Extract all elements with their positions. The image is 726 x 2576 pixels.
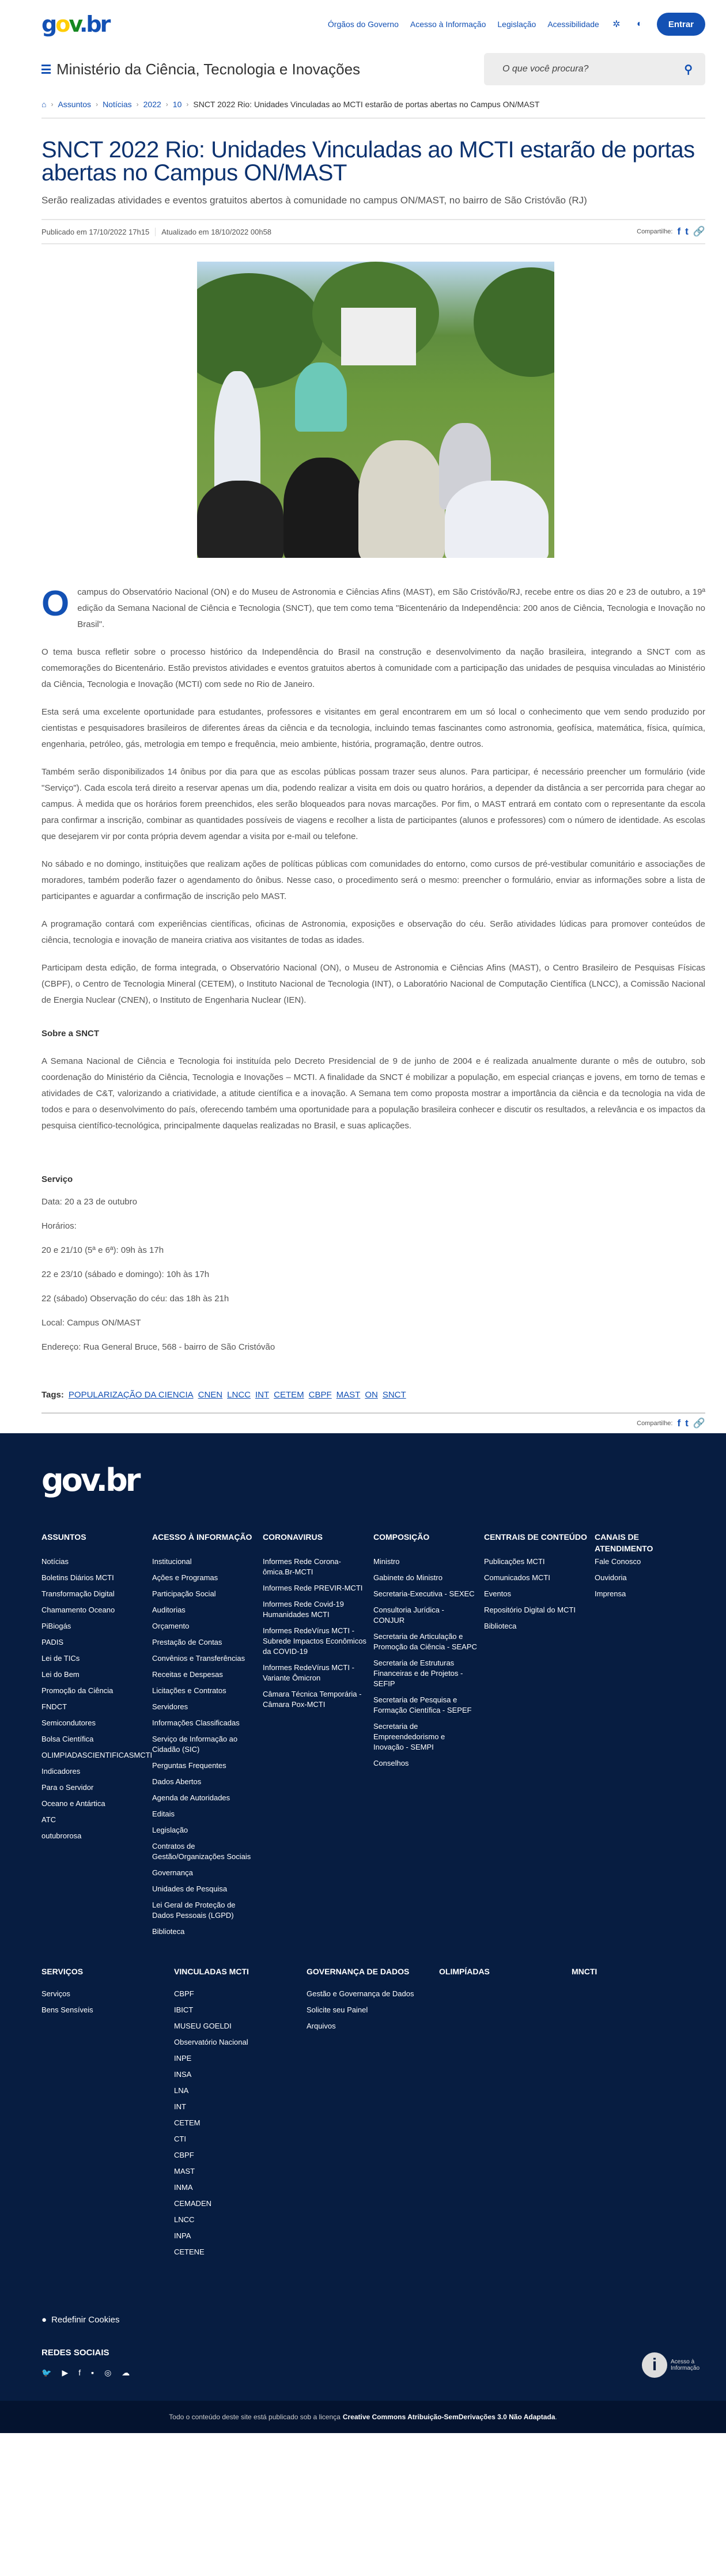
cookie-icon[interactable]: ✲: [612, 20, 621, 29]
twitter-icon[interactable]: t: [685, 1418, 689, 1429]
breadcrumb-10[interactable]: 10: [172, 100, 182, 109]
footer-link[interactable]: Chamamento Oceano: [41, 1606, 115, 1614]
twitter-icon[interactable]: t: [685, 226, 689, 237]
tags: [41, 1383, 705, 1407]
footer-link[interactable]: Câmara Técnica Temporária - Câmara Pox-MCTI: [263, 1690, 362, 1709]
footer-link[interactable]: Convênios e Transferências: [152, 1654, 245, 1663]
footer-link[interactable]: CBPF: [174, 1989, 194, 1998]
footer-link[interactable]: Orçamento: [152, 1622, 190, 1630]
footer-link[interactable]: Licitações e Contratos: [152, 1686, 226, 1695]
service-section: [41, 1174, 705, 1354]
breadcrumb: [41, 91, 705, 119]
govbr-logo[interactable]: gov.br: [41, 12, 109, 37]
footer-column-title[interactable]: CANAIS DE ATENDIMENTO: [595, 1532, 653, 1553]
footer-link[interactable]: CETENE: [174, 2248, 205, 2256]
search-box: [484, 53, 705, 85]
footer-link[interactable]: INPA: [174, 2231, 191, 2240]
share-label: Compartilhe:: [637, 1420, 673, 1427]
footer-link[interactable]: INPE: [174, 2054, 192, 2063]
paragraph: Também serão disponibilizados 14 ônibus por dia para que as escolas públicas possam trazer seus alunos. Para participar, é necessário preencher um formulário (vide "Serviço"). Cada escola terá direito a reservar apenas um dia, podendo realizar a visita em dois ou quatro horários, a depender da distância a ser percorrida para chegar ao campus. À medida que os horários forem preenchidos, eles serão bloqueados para novas marcações. Por fim, o MAST entrará em contato com o representante da escola para confirmar a inscrição, combinar as quantidades possíveis de viagens e recolher a lista de participantes (alunos e professores) com o número de identidade. As escolas que desejarem vir por conta própria devem agendar a visita por e-mail ou telefone.: [41, 767, 705, 841]
youtube-icon[interactable]: ▶: [62, 2368, 69, 2377]
footer-link[interactable]: Receitas e Despesas: [152, 1670, 223, 1679]
about-heading: Sobre a SNCT: [41, 1029, 100, 1038]
footer-link[interactable]: Auditorias: [152, 1606, 186, 1614]
link-orgaos[interactable]: Órgãos do Governo: [327, 20, 399, 29]
footer-column: [174, 1966, 307, 2263]
footer-link[interactable]: CBPF: [174, 2151, 194, 2159]
license-bar: Todo o conteúdo deste site está publicado sob a licença Creative Commons Atribuição-SemDerivações 3.0 Não Adaptada .: [0, 2401, 726, 2433]
footer-link[interactable]: Unidades de Pesquisa: [152, 1884, 228, 1893]
footer-link[interactable]: Fale Conosco: [595, 1557, 641, 1566]
cookie-icon: ●: [41, 2315, 47, 2325]
page-subtitle: Serão realizadas atividades e eventos gratuitos abertos à comunidade no campus ON/MAST, no bairro de São Cristóvão (RJ): [41, 195, 587, 206]
footer-logo: gov.br: [41, 1462, 139, 1498]
footer-link[interactable]: Institucional: [152, 1557, 192, 1566]
footer-column: [41, 1531, 152, 1943]
tag-link[interactable]: CETEM: [274, 1389, 304, 1400]
home-icon[interactable]: ⌂: [41, 100, 47, 109]
search-input[interactable]: [502, 64, 664, 74]
footer-link[interactable]: Lei do Bem: [41, 1670, 80, 1679]
footer-link[interactable]: Informes RedeVírus MCTI - Subrede Impactos Econômicos da COVID-19: [263, 1626, 366, 1656]
footer-link[interactable]: Lei de TICs: [41, 1654, 80, 1663]
footer-link[interactable]: Bens Sensíveis: [41, 2005, 93, 2014]
tags-label: Tags:: [41, 1389, 64, 1400]
footer-column: [263, 1531, 373, 1943]
dropcap: O: [41, 584, 70, 624]
footer-link[interactable]: Perguntas Frequentes: [152, 1761, 226, 1770]
menu-icon[interactable]: [41, 65, 51, 74]
service-line: 20 e 21/10 (5ª e 6ª): 09h às 17h: [41, 1245, 164, 1255]
facebook-icon[interactable]: f: [677, 226, 681, 237]
published-date: Publicado em 17/10/2022 17h15: [41, 227, 150, 236]
footer-link[interactable]: PADIS: [41, 1638, 64, 1646]
chevron-right-icon: ›: [165, 100, 168, 108]
chevron-right-icon: ›: [51, 100, 54, 108]
footer-link[interactable]: Imprensa: [595, 1589, 626, 1598]
tag-link[interactable]: CBPF: [308, 1389, 332, 1400]
footer-column: [484, 1531, 595, 1943]
footer-link[interactable]: Publicações MCTI: [484, 1557, 545, 1566]
facebook-icon[interactable]: f: [677, 1418, 681, 1429]
footer-column: [41, 1966, 174, 2263]
link-acesso-informacao[interactable]: Acesso à Informação: [410, 20, 486, 29]
service-line: Endereço: Rua General Bruce, 568 - bairro de São Cristóvão: [41, 1342, 275, 1352]
footer-column-title[interactable]: CORONAVIRUS: [263, 1532, 323, 1542]
paragraph: O tema busca refletir sobre o processo histórico da Independência do Brasil na construção e desenvolvimento da nação brasileira, integrando a SNCT com as comemorações do Bicentenário. Estão previstos atividades e eventos gratuitos abertos à comunidade com a participação das unidades de pesquisa vinculadas ao Ministério da Ciência, Tecnologia e Inovação (MCTI) com sede no Rio de Janeiro.: [41, 647, 705, 689]
footer-link[interactable]: Para o Servidor: [41, 1783, 94, 1792]
footer-link[interactable]: Serviço de Informação ao Cidadão (SIC): [152, 1735, 238, 1754]
footer-link[interactable]: Informações Classificadas: [152, 1718, 240, 1727]
link-icon[interactable]: 🔗: [693, 1418, 705, 1429]
breadcrumb-assuntos[interactable]: Assuntos: [58, 100, 92, 109]
footer-link[interactable]: Participação Social: [152, 1589, 216, 1598]
footer-column-title[interactable]: COMPOSIÇÃO: [373, 1532, 430, 1542]
footer-link[interactable]: Boletins Diários MCTI: [41, 1573, 114, 1582]
footer-link[interactable]: CTI: [174, 2135, 186, 2143]
chevron-right-icon: ›: [96, 100, 99, 108]
footer-link[interactable]: Consultoria Jurídica - CONJUR: [373, 1606, 444, 1625]
footer-link[interactable]: FNDCT: [41, 1702, 67, 1711]
footer-column: [373, 1531, 484, 1943]
share-label: Compartilhe:: [637, 228, 673, 235]
paragraph: campus do Observatório Nacional (ON) e do Museu de Astronomia e Ciências Afins (MAST), em São Cristóvão/RJ, recebe entre os dias 20 e 23 de outubro, a 19ª edição da Semana Nacional de Ciência e Tecnologia (SNCT), que tem como tema "Bicentenário da Independência: 200 anos de Ciência, Tecnologia e Inovação no Brasil".: [77, 587, 705, 629]
chevron-right-icon: ›: [136, 100, 139, 108]
paragraph: A Semana Nacional de Ciência e Tecnologia foi instituída pelo Decreto Presidencial de 9 de junho de 2004 e é realizada anualmente durante o mês de outubro, sob coordenação do Ministério da Ciência, Tecnologia e Inovações – MCTI. A finalidade da SNCT é mobilizar a população, em especial crianças e jovens, em torno de temas e atividades de C&T, valorizando a criatividade, a atitude científica e a inovação. A Semana tem como proposta mostrar a importância da ciência e da tecnologia na vida de todos e para o desenvolvimento do país, oferecendo também uma oportunidade para a população brasileira conhecer e discutir os resultados, a relevância e os impactos da pesquisa científico-tecnológica, principalmente daquelas realizadas no Brasil, e suas aplicações.: [41, 1056, 705, 1131]
footer-link[interactable]: LNA: [174, 2086, 189, 2095]
paragraph: A programação contará com experiências científicas, oficinas de Astronomia, exposições e observação do céu. Serão atividades lúdicas para promover conteúdos de ciência, tecnologia e inovação de maneira criativa aos visitantes de todas as idades.: [41, 919, 705, 945]
footer-link[interactable]: IBICT: [174, 2005, 194, 2014]
footer-link[interactable]: Semicondutores: [41, 1718, 96, 1727]
service-line: Horários:: [41, 1221, 77, 1231]
login-button[interactable]: Entrar: [657, 13, 705, 36]
search-icon[interactable]: ⚲: [684, 63, 693, 76]
footer-link[interactable]: Servidores: [152, 1702, 188, 1711]
updated-date: Atualizado em 18/10/2022 00h58: [155, 228, 271, 236]
footer-link[interactable]: Secretaria de Articulação e Promoção da Ciência - SEAPC: [373, 1632, 477, 1651]
footer-link[interactable]: Informes Rede PREVIR-MCTI: [263, 1584, 363, 1592]
tag-link[interactable]: POPULARIZAÇÃO DA CIENCIA: [68, 1389, 194, 1400]
breadcrumb-current: SNCT 2022 Rio: Unidades Vinculadas ao MCTI estarão de portas abertas no Campus ON/MAST: [193, 100, 540, 109]
footer-link[interactable]: Comunicados MCTI: [484, 1573, 550, 1582]
footer-link[interactable]: Biblioteca: [484, 1622, 517, 1630]
footer-link[interactable]: PiBiogás: [41, 1622, 71, 1630]
footer-column-title[interactable]: OLIMPÍADAS: [439, 1967, 490, 1976]
footer-link[interactable]: Promoção da Ciência: [41, 1686, 114, 1695]
footer-link[interactable]: Contratos de Gestão/Organizações Sociais: [152, 1842, 251, 1861]
footer-link[interactable]: Secretaria de Empreendedorismo e Inovação - SEMPI: [373, 1722, 445, 1751]
license-text: Todo o conteúdo deste site está publicado sob a licença: [169, 2413, 341, 2421]
footer-link[interactable]: Prestação de Contas: [152, 1638, 222, 1646]
twitter-icon[interactable]: 🐦: [41, 2368, 52, 2377]
footer-link[interactable]: Agenda de Autoridades: [152, 1793, 230, 1802]
footer-column-title[interactable]: VINCULADAS MCTI: [174, 1967, 249, 1976]
footer-link[interactable]: Biblioteca: [152, 1927, 185, 1936]
top-bar: [41, 0, 705, 48]
service-line: 22 e 23/10 (sábado e domingo): 10h às 17h: [41, 1270, 210, 1279]
footer-link[interactable]: Editais: [152, 1810, 175, 1818]
footer-link[interactable]: Transformação Digital: [41, 1589, 115, 1598]
instagram-icon[interactable]: ◎: [104, 2368, 112, 2377]
footer-link[interactable]: Gestão e Governança de Dados: [307, 1989, 414, 1998]
footer-link[interactable]: OLIMPIADASCIENTIFICASMCTI: [41, 1751, 153, 1759]
cookies-label: Redefinir Cookies: [51, 2315, 120, 2325]
breadcrumb-noticias[interactable]: Notícias: [103, 100, 132, 109]
article-photo: [197, 262, 554, 558]
footer-link[interactable]: Informes Rede Corona-ômica.Br-MCTI: [263, 1557, 341, 1576]
footer-column-title[interactable]: MNCTI: [572, 1967, 598, 1976]
service-line: Local: Campus ON/MAST: [41, 1318, 141, 1328]
tag-link[interactable]: CNEN: [198, 1389, 223, 1400]
footer-link[interactable]: Lei Geral de Proteção de Dados Pessoais (LGPD): [152, 1901, 236, 1920]
footer-link[interactable]: CEMADEN: [174, 2199, 212, 2208]
footer-link[interactable]: Repositório Digital do MCTI: [484, 1606, 576, 1614]
tag-link[interactable]: SNCT: [382, 1389, 406, 1400]
footer-link[interactable]: INMA: [174, 2183, 193, 2192]
footer-link[interactable]: Observatório Nacional: [174, 2038, 248, 2046]
footer-link[interactable]: outubrorosa: [41, 1831, 82, 1840]
footer-link[interactable]: Secretaria-Executiva - SEXEC: [373, 1589, 475, 1598]
acesso-informacao-badge[interactable]: [642, 2352, 705, 2378]
footer-column: [152, 1531, 263, 1943]
footer-column: [439, 1966, 572, 2263]
footer-link[interactable]: Ações e Programas: [152, 1573, 218, 1582]
footer-column: [595, 1531, 705, 1943]
tag-link[interactable]: LNCC: [227, 1389, 251, 1400]
footer-link[interactable]: Serviços: [41, 1989, 70, 1998]
paragraph: No sábado e no domingo, instituições que realizam ações de políticas públicas com comunidades do entorno, como cursos de pré-vestibular comunitário e associações de moradores, também poderão fazer o agendamento do ônibus. Nesse caso, o procedimento será o mesmo: preencher o formulário, enviar as informações sobre a lista de participantes e aguardar a confirmação de inscrição pelo MAST.: [41, 859, 705, 901]
footer-column-title[interactable]: ASSUNTOS: [41, 1532, 86, 1542]
footer-column: [307, 1966, 439, 2263]
footer-column-title[interactable]: SERVIÇOS: [41, 1967, 84, 1976]
chevron-right-icon: ›: [186, 100, 189, 108]
link-icon[interactable]: 🔗: [693, 226, 705, 237]
footer-link[interactable]: Governança: [152, 1868, 193, 1877]
footer-column-title[interactable]: GOVERNANÇA DE DADOS: [307, 1967, 410, 1976]
paragraph: Esta será uma excelente oportunidade para estudantes, professores e visitantes em geral encontrarem em um só local o conhecimento que vem sendo produzido por cientistas e pesquisadores brasileiros de diferentes áreas da ciência e da tecnologia, incluindo temas fascinantes como astronomia, geofísica, matemática, física, química, engenharia, petróleo, gás, metrologia em tempo e frequência, meio ambiente, história, programação, dentre outros.: [41, 707, 705, 749]
footer-link[interactable]: Informes Rede Covid-19 Humanidades MCTI: [263, 1600, 344, 1619]
contrast-icon[interactable]: ◐: [636, 19, 642, 29]
service-line: Data: 20 a 23 de outubro: [41, 1197, 137, 1207]
tag-link[interactable]: ON: [365, 1389, 378, 1400]
footer-link[interactable]: Indicadores: [41, 1767, 81, 1776]
footer-link[interactable]: Conselhos: [373, 1759, 409, 1767]
footer: [0, 1433, 726, 2433]
lai-label: Acesso à Informação: [671, 2359, 700, 2371]
footer-link[interactable]: Ouvidoria: [595, 1573, 627, 1582]
service-line: 22 (sábado) Observação do céu: das 18h às 21h: [41, 1294, 229, 1304]
reset-cookies-button[interactable]: [41, 2315, 705, 2325]
article-body: [41, 584, 705, 1134]
footer-link[interactable]: Ministro: [373, 1557, 400, 1566]
breadcrumb-2022[interactable]: 2022: [143, 100, 161, 109]
footer-link[interactable]: Solicite seu Painel: [307, 2005, 368, 2014]
soundcloud-icon[interactable]: ☁: [122, 2368, 130, 2377]
footer-link[interactable]: Oceano e Antártica: [41, 1799, 105, 1808]
footer-link[interactable]: Informes RedeVírus MCTI - Variante Ômicron: [263, 1663, 354, 1682]
service-heading: Serviço: [41, 1174, 73, 1184]
social-title: REDES SOCIAIS: [41, 2348, 109, 2358]
link-acessibilidade[interactable]: Acessibilidade: [547, 20, 599, 29]
flickr-icon[interactable]: ▪: [91, 2368, 94, 2377]
page-title: SNCT 2022 Rio: Unidades Vinculadas ao MCTI estarão de portas abertas no Campus ON/MAST: [41, 137, 695, 186]
facebook-icon[interactable]: f: [78, 2368, 81, 2377]
footer-link[interactable]: ATC: [41, 1815, 56, 1824]
link-legislacao[interactable]: Legislação: [497, 20, 536, 29]
footer-link[interactable]: CETEM: [174, 2118, 201, 2127]
info-icon: i: [642, 2352, 667, 2378]
footer-link[interactable]: LNCC: [174, 2215, 195, 2224]
footer-link[interactable]: INSA: [174, 2070, 192, 2079]
tag-link[interactable]: INT: [255, 1389, 270, 1400]
footer-link[interactable]: Gabinete do Ministro: [373, 1573, 443, 1582]
tag-link[interactable]: MAST: [336, 1389, 361, 1400]
footer-link[interactable]: Arquivos: [307, 2022, 336, 2030]
footer-link[interactable]: Secretaria de Estruturas Financeiras e de Projetos - SEFIP: [373, 1659, 463, 1688]
footer-link[interactable]: Legislação: [152, 1826, 188, 1834]
ministry-title[interactable]: Ministério da Ciência, Tecnologia e Inovações: [56, 60, 361, 78]
license-link[interactable]: Creative Commons Atribuição-SemDerivações 3.0 Não Adaptada: [342, 2413, 555, 2421]
footer-link[interactable]: INT: [174, 2102, 186, 2111]
footer-link[interactable]: Dados Abertos: [152, 1777, 202, 1786]
footer-link[interactable]: Notícias: [41, 1557, 69, 1566]
footer-link[interactable]: MAST: [174, 2167, 195, 2175]
footer-link[interactable]: Eventos: [484, 1589, 511, 1598]
paragraph: Participam desta edição, de forma integrada, o Observatório Nacional (ON), o Museu de Astronomia e Ciências Afins (MAST), o Centro Brasileiro de Pesquisas Físicas (CBPF), o Centro de Tecnologia Mineral (CETEM), o Instituto Nacional de Tecnologia (INT), o Laboratório Nacional de Computação Científica (LNCC), a Comissão Nacional de Energia Nuclear (CNEN), o Instituto de Engenharia Nuclear (IEN).: [41, 963, 705, 1005]
footer-column-title[interactable]: CENTRAIS DE CONTEÚDO: [484, 1532, 587, 1542]
footer-column: [572, 1966, 704, 2263]
footer-link[interactable]: Secretaria de Pesquisa e Formação Científica - SEPEF: [373, 1695, 472, 1714]
footer-column-title[interactable]: ACESSO À INFORMAÇÃO: [152, 1532, 252, 1542]
footer-link[interactable]: Bolsa Científica: [41, 1735, 94, 1743]
footer-link[interactable]: MUSEU GOELDI: [174, 2022, 232, 2030]
